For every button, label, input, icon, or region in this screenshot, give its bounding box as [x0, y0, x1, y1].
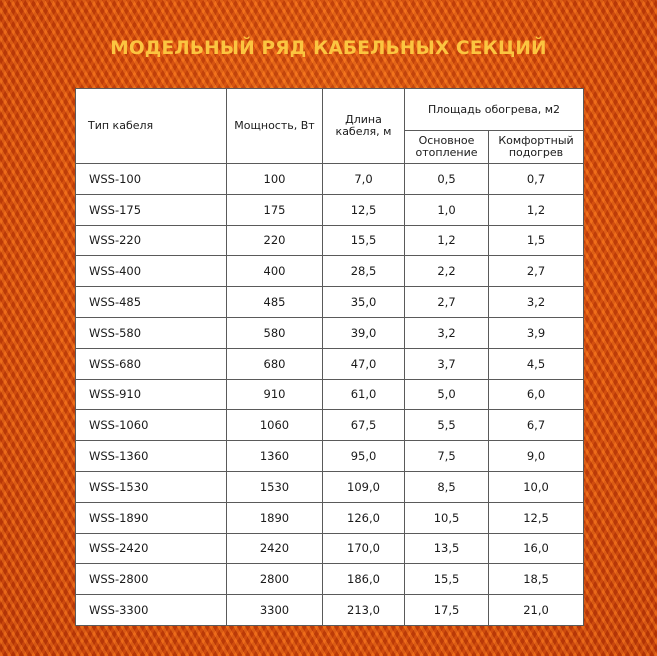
cell-comfort-area: 21,0: [489, 595, 584, 626]
cell-comfort-area: 1,2: [489, 194, 584, 225]
cell-main-area: 2,7: [405, 287, 489, 318]
page-title: МОДЕЛЬНЫЙ РЯД КАБЕЛЬНЫХ СЕКЦИЙ: [110, 38, 547, 59]
cell-length: 39,0: [323, 317, 405, 348]
header-heating-area: Площадь обогрева, м2: [405, 89, 584, 131]
cell-cable-type: WSS-580: [76, 317, 227, 348]
table-body: [76, 164, 584, 626]
cell-cable-type: WSS-2800: [76, 564, 227, 595]
cell-comfort-area: 10,0: [489, 471, 584, 502]
table-row: [76, 595, 584, 626]
cell-comfort-area: 0,7: [489, 164, 584, 195]
cell-cable-type: WSS-1360: [76, 441, 227, 472]
cell-length: 67,5: [323, 410, 405, 441]
cell-main-area: 5,5: [405, 410, 489, 441]
header-cable-type: Тип кабеля: [76, 89, 227, 164]
cell-power: 400: [227, 256, 323, 287]
table-row: [76, 502, 584, 533]
cell-main-area: 1,0: [405, 194, 489, 225]
table-row: [76, 564, 584, 595]
cell-power: 1530: [227, 471, 323, 502]
table-row: [76, 410, 584, 441]
cell-power: 100: [227, 164, 323, 195]
cell-comfort-area: 6,0: [489, 379, 584, 410]
table-row: [76, 533, 584, 564]
cell-comfort-area: 16,0: [489, 533, 584, 564]
cell-cable-type: WSS-400: [76, 256, 227, 287]
cable-sections-table: [75, 88, 584, 626]
cell-length: 126,0: [323, 502, 405, 533]
table-row: [76, 287, 584, 318]
cell-length: 47,0: [323, 348, 405, 379]
cell-cable-type: WSS-3300: [76, 595, 227, 626]
header-length: [323, 89, 405, 164]
cell-main-area: 7,5: [405, 441, 489, 472]
cell-length: 109,0: [323, 471, 405, 502]
table-row: [76, 348, 584, 379]
cell-comfort-area: 9,0: [489, 441, 584, 472]
cell-power: 1890: [227, 502, 323, 533]
cell-comfort-area: 2,7: [489, 256, 584, 287]
header-power: Мощность, Вт: [227, 89, 323, 164]
cell-main-area: 17,5: [405, 595, 489, 626]
cell-power: 1360: [227, 441, 323, 472]
cell-power: 2800: [227, 564, 323, 595]
cell-main-area: 1,2: [405, 225, 489, 256]
cell-cable-type: WSS-1890: [76, 502, 227, 533]
cell-power: 580: [227, 317, 323, 348]
cell-power: 2420: [227, 533, 323, 564]
cell-power: 175: [227, 194, 323, 225]
table-row: [76, 164, 584, 195]
header-comfort-line1: Комфортный: [498, 134, 574, 147]
header-main-heating: [405, 131, 489, 164]
header-main-line1: Основное: [418, 134, 475, 147]
cell-main-area: 2,2: [405, 256, 489, 287]
header-comfort-heating: [489, 131, 584, 164]
cell-main-area: 0,5: [405, 164, 489, 195]
cell-cable-type: WSS-100: [76, 164, 227, 195]
cell-power: 220: [227, 225, 323, 256]
header-comfort-line2: подогрев: [508, 146, 564, 159]
cell-main-area: 5,0: [405, 379, 489, 410]
table-row: [76, 471, 584, 502]
table-panel: [75, 88, 583, 626]
table-row: [76, 225, 584, 256]
cell-comfort-area: 4,5: [489, 348, 584, 379]
table-row: [76, 194, 584, 225]
cell-length: 12,5: [323, 194, 405, 225]
cell-cable-type: WSS-910: [76, 379, 227, 410]
cell-power: 3300: [227, 595, 323, 626]
cell-comfort-area: 3,2: [489, 287, 584, 318]
cell-length: 28,5: [323, 256, 405, 287]
cell-length: 213,0: [323, 595, 405, 626]
cell-length: 95,0: [323, 441, 405, 472]
cell-length: 61,0: [323, 379, 405, 410]
cell-cable-type: WSS-2420: [76, 533, 227, 564]
cell-cable-type: WSS-175: [76, 194, 227, 225]
cell-comfort-area: 3,9: [489, 317, 584, 348]
cell-cable-type: WSS-1530: [76, 471, 227, 502]
cell-comfort-area: 12,5: [489, 502, 584, 533]
cell-cable-type: WSS-1060: [76, 410, 227, 441]
cell-comfort-area: 1,5: [489, 225, 584, 256]
cell-power: 485: [227, 287, 323, 318]
cell-main-area: 3,2: [405, 317, 489, 348]
cell-main-area: 13,5: [405, 533, 489, 564]
cell-length: 15,5: [323, 225, 405, 256]
header-main-line2: отопление: [415, 146, 478, 159]
cell-cable-type: WSS-485: [76, 287, 227, 318]
cell-power: 680: [227, 348, 323, 379]
cell-cable-type: WSS-680: [76, 348, 227, 379]
table-row: [76, 441, 584, 472]
cell-length: 170,0: [323, 533, 405, 564]
cell-power: 1060: [227, 410, 323, 441]
header-length-line2: кабеля, м: [335, 125, 392, 138]
table-row: [76, 317, 584, 348]
cell-main-area: 10,5: [405, 502, 489, 533]
table-row: [76, 256, 584, 287]
cell-length: 186,0: [323, 564, 405, 595]
cell-comfort-area: 18,5: [489, 564, 584, 595]
cell-power: 910: [227, 379, 323, 410]
cell-length: 35,0: [323, 287, 405, 318]
header-length-line1: Длина: [345, 113, 382, 126]
cell-main-area: 15,5: [405, 564, 489, 595]
cell-comfort-area: 6,7: [489, 410, 584, 441]
cell-main-area: 8,5: [405, 471, 489, 502]
cell-cable-type: WSS-220: [76, 225, 227, 256]
cell-length: 7,0: [323, 164, 405, 195]
cell-main-area: 3,7: [405, 348, 489, 379]
table-row: [76, 379, 584, 410]
